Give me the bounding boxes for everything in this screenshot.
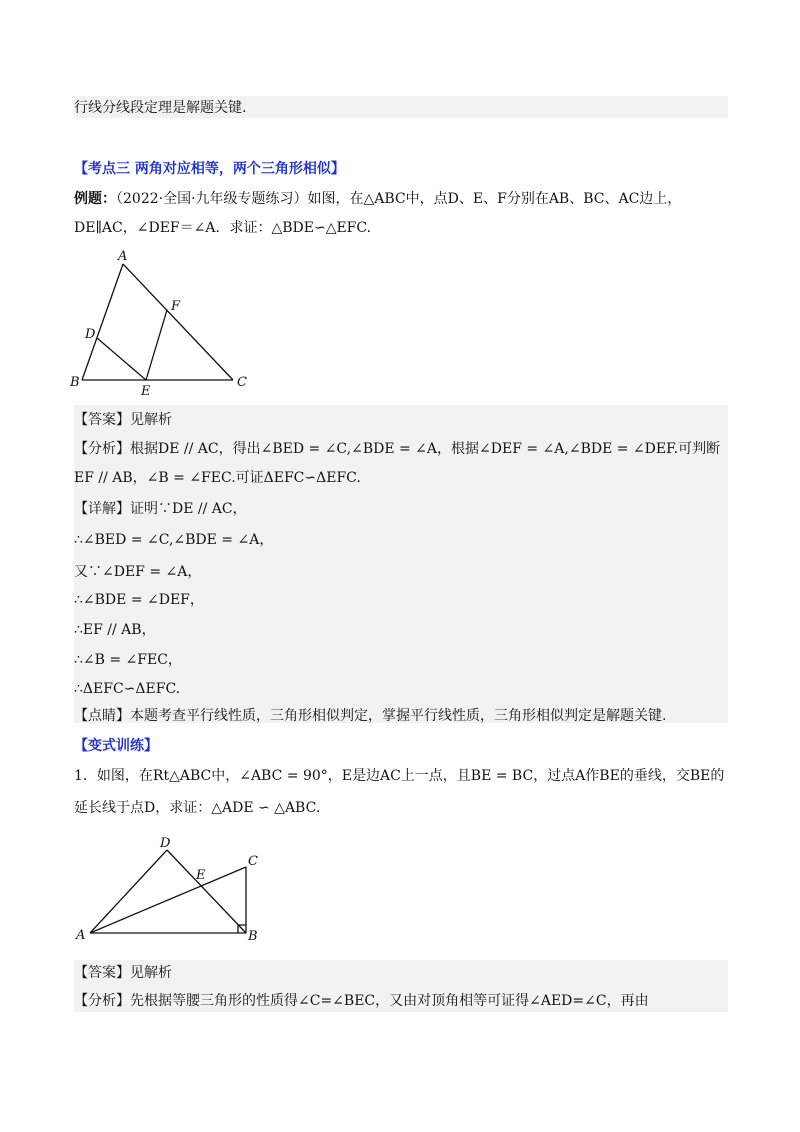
detail1-step-5: ∴EF // AB，	[74, 622, 156, 638]
label-a: A	[76, 928, 86, 943]
label-e: E	[196, 868, 206, 883]
detail1-step-4: ∴∠BDE = ∠DEF，	[74, 592, 204, 608]
label-d: D	[160, 836, 171, 851]
detail1-step-7: ∴ΔEFC∽ΔEFC.	[74, 681, 181, 697]
answer2-text: 见解析	[130, 965, 172, 981]
label-d: D	[85, 327, 96, 342]
answer2-tag: 【答案】	[74, 965, 130, 981]
answer2-line	[74, 963, 172, 983]
example-line-2: DE∥AC，∠DEF＝∠A．求证：△BDE∽△EFC.	[74, 220, 372, 236]
comment1-line	[74, 706, 666, 726]
analysis1-tag: 【分析】	[74, 441, 130, 457]
answer1-line	[74, 410, 172, 430]
problem1-line-1: 1．如图，在Rt△ABC中，∠ABC = 90°，E是边AC上一点，且BE = BC，过点A作BE的垂线，交BE的	[74, 768, 725, 784]
section-heading: 【考点三 两角对应相等，两个三角形相似】	[74, 161, 345, 177]
label-c: C	[237, 375, 247, 390]
answer1-text: 见解析	[130, 412, 172, 428]
segment-de	[97, 338, 146, 380]
detail1-step-3: 又∵∠DEF = ∠A，	[74, 564, 202, 580]
label-b: B	[70, 375, 80, 390]
practice-heading: 【变式训练】	[74, 738, 158, 754]
example-text-1: （2022·全国·九年级专题练习）如图，在△ABC中，点D、E、F分别在AB、BC、AC边上，	[116, 191, 682, 207]
label-f: F	[171, 299, 181, 314]
detail1-step-2: ∴∠BED = ∠C,∠BDE = ∠A，	[74, 532, 274, 548]
analysis1-text-1: 根据DE // AC，得出∠BED = ∠C,∠BDE = ∠A，根据∠DEF = ∠A,∠BDE = ∠DEF.可判断	[130, 441, 721, 457]
segment-ef	[146, 310, 167, 380]
example-label: 例题：	[74, 191, 116, 207]
analysis2-line	[74, 991, 649, 1011]
detail1-line-1	[74, 499, 247, 519]
answer1-tag: 【答案】	[74, 412, 130, 428]
analysis2-text: 先根据等腰三角形的性质得∠C=∠BEC，又由对顶角相等可证得∠AED=∠C，再由	[130, 993, 649, 1009]
side-ab	[82, 264, 123, 380]
label-a: A	[118, 249, 128, 264]
side-ac	[123, 264, 233, 380]
segment-ad	[90, 850, 167, 933]
detail1-tag: 【详解】	[74, 501, 130, 517]
label-e: E	[141, 384, 151, 396]
detail1-step-1: 证明∵DE // AC，	[130, 501, 247, 517]
example-line-1	[74, 189, 681, 209]
analysis1-line-1	[74, 439, 720, 459]
intro-line: 行线分线段定理是解题关键.	[74, 100, 247, 116]
side-ac	[90, 867, 246, 933]
label-b: B	[248, 929, 258, 944]
detail1-step-6: ∴∠B = ∠FEC，	[74, 652, 182, 668]
comment1-text: 本题考查平行线性质，三角形相似判定，掌握平行线性质，三角形相似判定是解题关键.	[130, 708, 667, 724]
comment1-tag: 【点睛】	[74, 708, 130, 724]
segment-db	[167, 850, 246, 933]
triangle-figure-1	[70, 248, 260, 396]
label-c: C	[248, 854, 258, 869]
problem1-line-2: 延长线于点D，求证：△ADE ∽ △ABC.	[74, 800, 321, 816]
analysis1-line-2: EF // AB，∠B = ∠FEC.可证ΔEFC∽ΔEFC.	[74, 470, 361, 486]
analysis2-tag: 【分析】	[74, 993, 130, 1009]
triangle-figure-2	[72, 835, 272, 947]
